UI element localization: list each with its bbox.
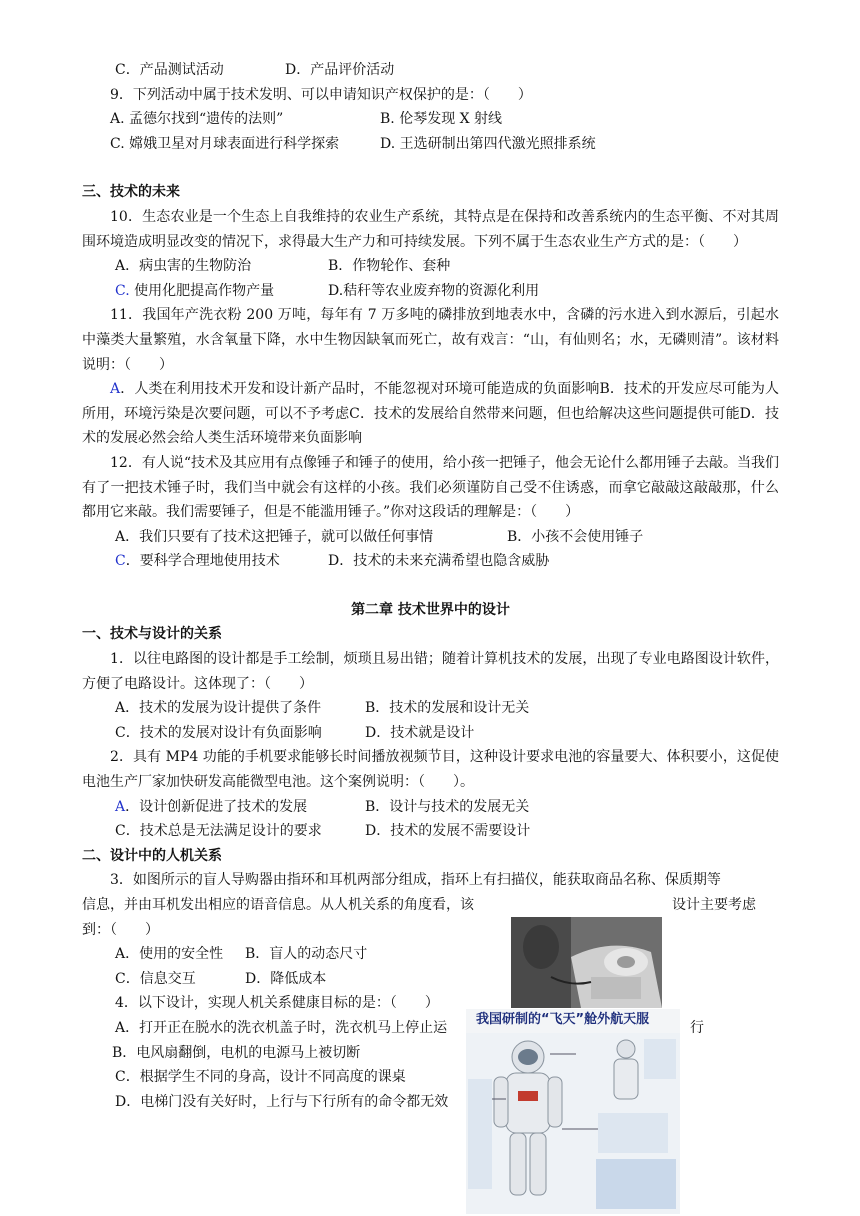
option-b: B．技术的发展和设计无关 — [365, 700, 530, 717]
q9-options-ab — [82, 107, 779, 132]
option-a: A．技术的发展为设计提供了条件 — [115, 700, 322, 717]
option-c: C．技术的发展对设计有负面影响 — [115, 724, 322, 741]
device-photo-graphic — [511, 917, 662, 1008]
option-d: D.秸秆等农业废弃物的资源化利用 — [328, 282, 540, 299]
option-c: C. 嫦娥卫星对月球表面进行科学探索 — [110, 135, 340, 152]
question-11: 11．我国年产洗衣粉 200 万吨，每年有 7 万多吨的磷排放到地表水中，含磷的污水进入到水源后，引起水中藻类大量繁殖，水含氧量下降，水中生物因缺氧而死亡，故有戏言：“山，有仙则名；水，无磷则清”。该材料说明：（ ） — [82, 307, 779, 373]
answer-letter: C — [115, 553, 126, 570]
blind-shopping-guide-photo — [511, 917, 662, 1008]
option-a: A．病虫害的生物防治 — [115, 258, 252, 275]
question-1: 1．以往电路图的设计都是手工绘制，烦琐且易出错；随着计算机技术的发展，出现了专业电路图设计软件，方便了电路设计。这体现了：（ ） — [82, 651, 779, 692]
answer-letter: C. — [115, 282, 130, 299]
option-d: D．技术就是设计 — [365, 724, 475, 741]
infographic-title: 我国研制的“飞天”舱外航天服 — [476, 1012, 650, 1027]
question-3-line1: 3．如图所示的盲人导购器由指环和耳机两部分组成，指环上有扫描仪，能获取商品名称、保质期等 — [110, 872, 721, 889]
spacesuit-graphic — [466, 1009, 680, 1214]
q3-options-cd — [82, 967, 779, 992]
q12-options-cd — [82, 549, 779, 574]
option-d: D．技术的未来充满希望也隐含威胁 — [328, 553, 550, 570]
question-2: 2．具有 MP4 功能的手机要求能够长时间播放视频节目，这种设计要求电池的容量要大、体积要小，这促使电池生产厂家加快研发高能微型电池。这个案例说明：（ ）。 — [82, 749, 779, 791]
spacesuit-infographic — [466, 1009, 680, 1214]
section-heading: 三、技术的未来 — [82, 184, 180, 201]
option-d: D．技术的发展不需要设计 — [365, 823, 531, 840]
option-b: B．作物轮作、套种 — [328, 258, 451, 275]
question-3-line3: 到：（ ） — [82, 921, 159, 938]
option-b: B. 伦琴发现 X 射线 — [380, 111, 503, 128]
option-a: A. 孟德尔找到“遗传的法则” — [110, 111, 284, 128]
q3-options-ab — [82, 942, 779, 967]
option-d: D．产品评价活动 — [285, 62, 395, 78]
option-c: C．产品测试活动 — [115, 62, 224, 78]
option-c: C．信息交互 — [115, 970, 196, 987]
q10-options-cd — [82, 279, 779, 304]
q12-options-ab — [82, 525, 779, 550]
option-a: A．设计创新促进了技术的发展 — [115, 798, 308, 815]
q8-options-cd — [82, 58, 779, 83]
option-a: A．我们只要有了技术这把锤子，就可以做任何事情 — [115, 528, 434, 545]
q10-options-ab — [82, 254, 779, 279]
q2-options-ab — [82, 795, 779, 820]
q1-options-cd — [82, 721, 779, 746]
q4-option-b: B．电风扇翻倒，电机的电源马上被切断 — [112, 1044, 361, 1061]
question-10: 10．生态农业是一个生态上自我维持的农业生产系统，其特点是在保持和改善系统内的生态平衡、不对其周围环境造成明显改变的情况下，求得最大生产力和可持续发展。下列不属于生态农业生产方式的是：（ ） — [82, 208, 779, 250]
q4-option-a: A．打开正在脱水的洗衣机盖子时，洗衣机马上停止运 行 — [115, 1019, 704, 1036]
question-9: 9．下列活动中属于技术发明、可以申请知识产权保护的是：（ ） — [110, 86, 532, 103]
option-b: B．设计与技术的发展无关 — [365, 798, 530, 815]
option-b: B．盲人的动态尺寸 — [245, 946, 368, 963]
q4-option-c: C．根据学生不同的身高，设计不同高度的课桌 — [115, 1069, 406, 1086]
question-4: 4．以下设计，实现人机关系健康目标的是：（ ） — [115, 995, 439, 1012]
q2-options-cd — [82, 819, 779, 844]
option-a: A．使用的安全性 — [115, 946, 224, 963]
section-heading: 一、技术与设计的关系 — [82, 626, 222, 643]
option-c: C．技术总是无法满足设计的要求 — [115, 823, 322, 840]
option-d: D. 王选研制出第四代激光照排系统 — [380, 135, 596, 152]
answer-letter: A — [115, 798, 126, 815]
question-3-line2: 信息，并由耳机发出相应的语音信息。从人机关系的角度看，该 设计主要考虑 — [82, 897, 756, 913]
q1-options-ab — [82, 696, 779, 721]
question-12: 12．有人说“技术及其应用有点像锤子和锤子的使用，给小孩一把锤子，他会无论什么都用锤子去敲。当我们有了一把技术锤子时，我们当中就会有这样的小孩。我们必须谨防自己受不住诱惑，而拿它敲敲这敲敲那，什么都用它来敲。我们需要锤子，但是不能滥用锤子。”你对这段话的理解是：（ ） — [82, 454, 779, 521]
q9-options-cd — [82, 132, 779, 157]
q11-options: A．人类在利用技术开发和设计新产品时，不能忽视对环境可能造成的负面影响B．技术的开发应尽可能为人所用，环境污染是次要问题，可以不予考虑C．技术的发展给自然带来问题，但也给解决这些问题提供可能D．技术的发展必然会给人类生活环境带来负面影响 — [82, 381, 779, 447]
chapter-title: 第二章 技术世界中的设计 — [351, 601, 510, 618]
answer-letter: A — [110, 381, 121, 398]
section-heading: 二、设计中的人机关系 — [82, 847, 222, 864]
option-c: C．要科学合理地使用技术 — [115, 553, 280, 570]
document-page — [82, 58, 779, 1114]
option-c: C. 使用化肥提高作物产量 — [115, 282, 275, 299]
option-d: D．降低成本 — [245, 970, 327, 987]
option-b: B．小孩不会使用锤子 — [507, 528, 644, 545]
q4-option-d: D．电梯门没有关好时，上行与下行所有的命令都无效 — [115, 1093, 449, 1110]
